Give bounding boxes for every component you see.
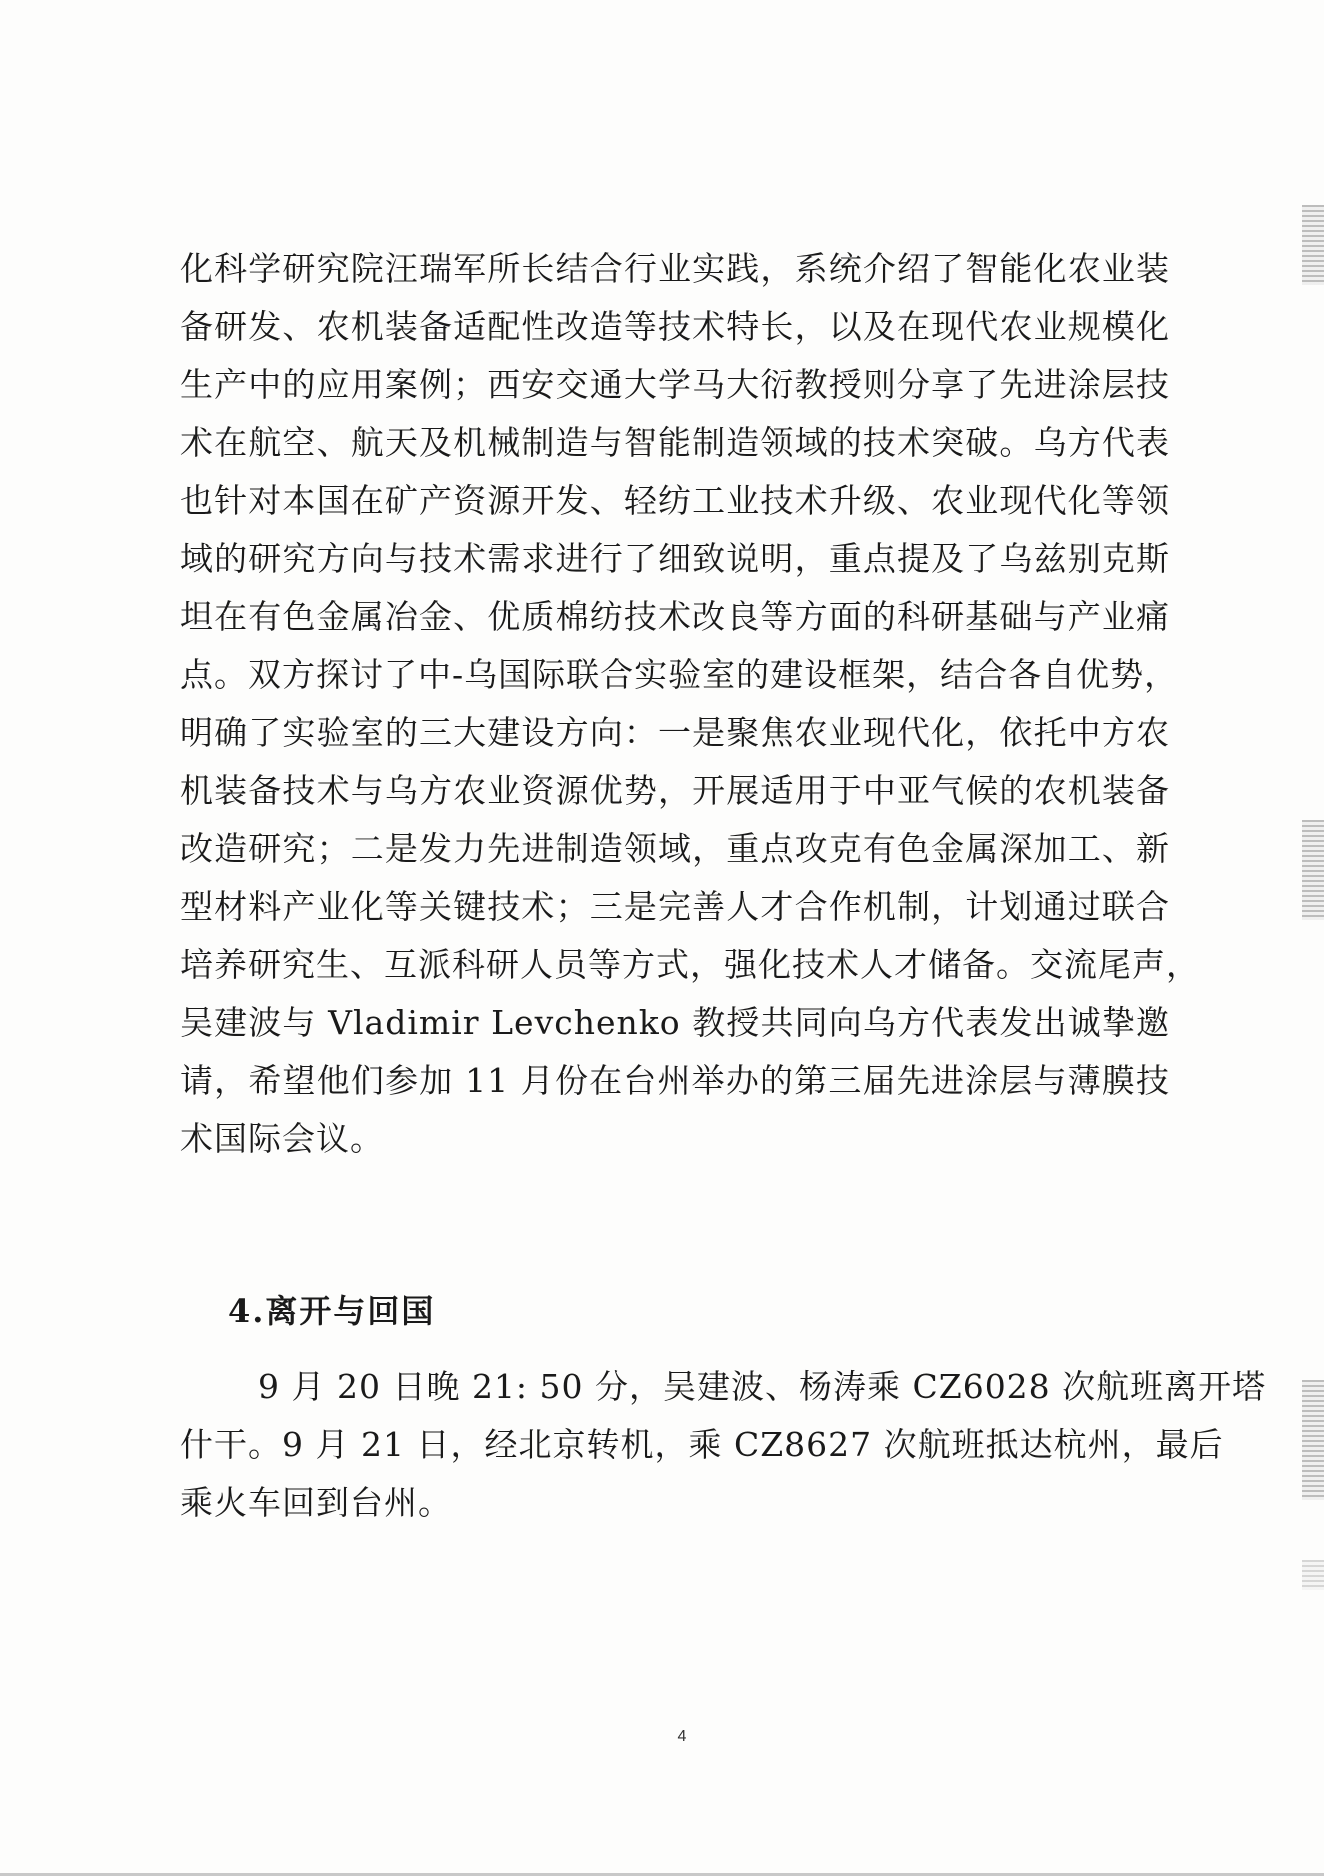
scan-artifact bbox=[1302, 820, 1324, 920]
text-line: 域的研究方向与技术需求进行了细致说明，重点提及了乌兹别克斯 bbox=[180, 539, 1170, 578]
text-line: 吴建波与 Vladimir Levchenko 教授共同向乌方代表发出诚挚邀 bbox=[180, 1003, 1170, 1042]
text-line: 化科学研究院汪瑞军所长结合行业实践，系统介绍了智能化农业装 bbox=[180, 249, 1170, 288]
text-line: 机装备技术与乌方农业资源优势，开展适用于中亚气候的农机装备 bbox=[180, 771, 1170, 810]
text-line: 术国际会议。 bbox=[180, 1119, 384, 1158]
paragraph-departure bbox=[180, 1358, 1267, 1532]
text-line: 备研发、农机装备适配性改造等技术特长，以及在现代农业规模化 bbox=[180, 307, 1170, 346]
text-line: 型材料产业化等关键技术；三是完善人才合作机制，计划通过联合 bbox=[180, 887, 1170, 926]
text-line: 改造研究；二是发力先进制造领域，重点攻克有色金属深加工、新 bbox=[180, 829, 1170, 868]
scan-artifact bbox=[1302, 205, 1324, 285]
scan-artifact bbox=[1302, 1560, 1324, 1590]
text-line: 术在航空、航天及机械制造与智能制造领域的技术突破。乌方代表 bbox=[180, 423, 1170, 462]
scan-artifact bbox=[1302, 1380, 1324, 1500]
text-line: 培养研究生、互派科研人员等方式，强化技术人才储备。交流尾声， bbox=[180, 945, 1200, 984]
text-line: 也针对本国在矿产资源开发、轻纺工业技术升级、农业现代化等领 bbox=[180, 481, 1170, 520]
text-line: 明确了实验室的三大建设方向：一是聚焦农业现代化，依托中方农 bbox=[180, 713, 1170, 752]
section-heading: 4.离开与回国 bbox=[228, 1292, 436, 1330]
paragraph-lab-cooperation bbox=[180, 240, 1200, 1168]
text-line: 点。双方探讨了中-乌国际联合实验室的建设框架，结合各自优势， bbox=[180, 655, 1179, 694]
text-line: 坦在有色金属冶金、优质棉纺技术改良等方面的科研基础与产业痛 bbox=[180, 597, 1170, 636]
text-line: 乘火车回到台州。 bbox=[180, 1483, 452, 1522]
text-line: 9 月 20 日晚 21: 50 分，吴建波、杨涛乘 CZ6028 次航班离开塔 bbox=[258, 1367, 1267, 1406]
text-line: 请，希望他们参加 11 月份在台州举办的第三届先进涂层与薄膜技 bbox=[180, 1061, 1170, 1100]
page-number: 4 bbox=[677, 1728, 687, 1745]
text-line: 什干。9 月 21 日，经北京转机，乘 CZ8627 次航班抵达杭州，最后 bbox=[180, 1425, 1224, 1464]
text-line: 生产中的应用案例；西安交通大学马大衍教授则分享了先进涂层技 bbox=[180, 365, 1170, 404]
